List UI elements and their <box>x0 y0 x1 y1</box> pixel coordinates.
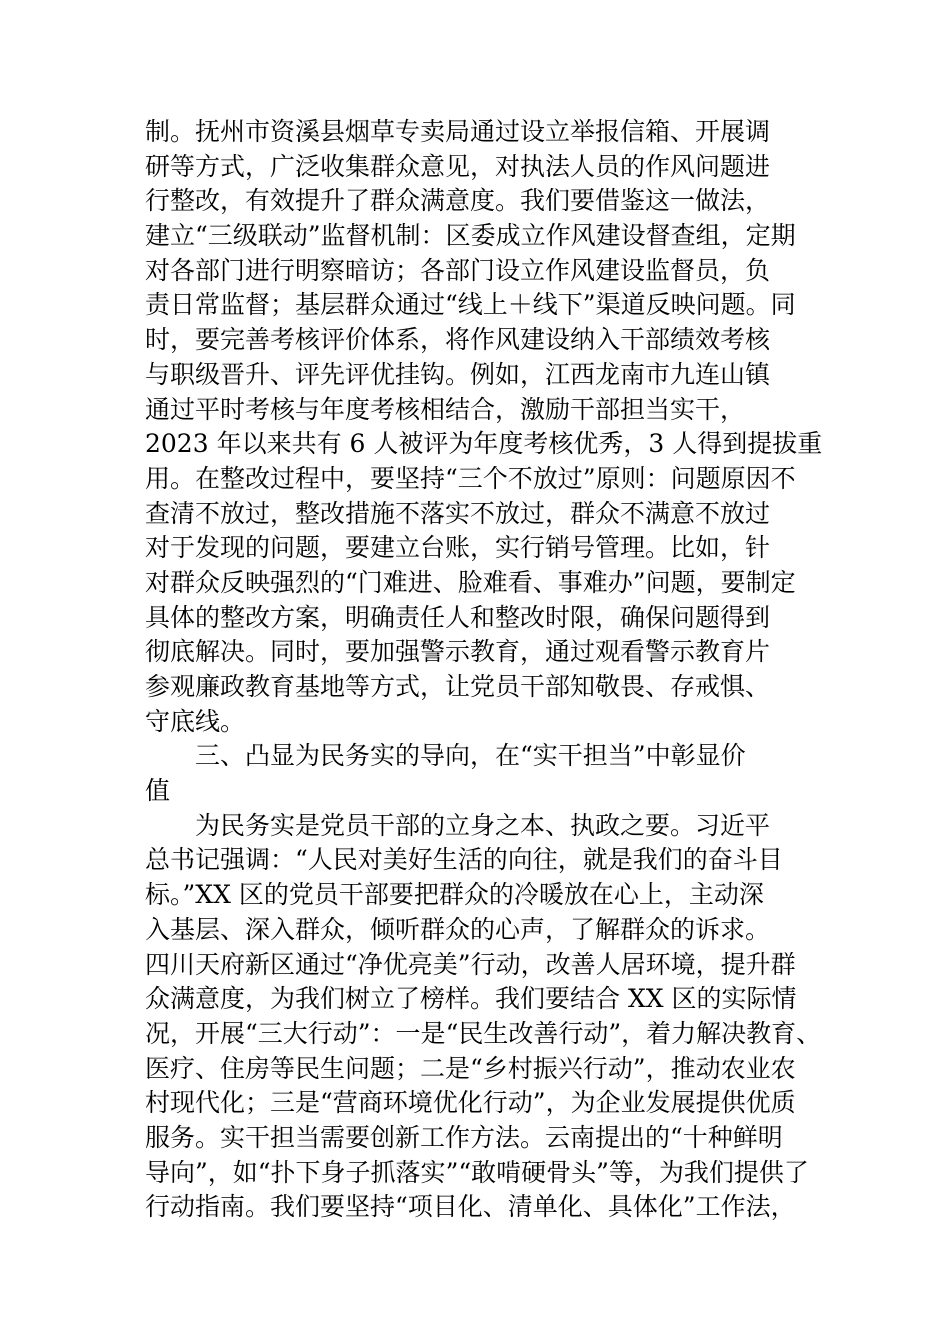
text-line: 查清不放过，整改措施不落实不放过，群众不满意不放过 <box>145 498 771 528</box>
heading-line: 三、凸显为民务实的导向，在“实干担当”中彰显价 <box>195 741 746 771</box>
text-line: 总书记强调：“人民对美好生活的向往，就是我们的奋斗目 <box>145 845 783 875</box>
text-line: 对于发现的问题，要建立台账，实行销号管理。比如，针 <box>145 533 771 563</box>
text-line: 况，开展“三大行动”：一是“民生改善行动”，着力解决教育、 <box>145 1018 822 1048</box>
section-heading <box>145 739 825 808</box>
text-line: 参观廉政教育基地等方式，让党员干部知敬畏、存戒惧、 <box>145 672 771 701</box>
text-line: 与职级晋升、评先评优挂钩。例如，江西龙南市九连山镇 <box>145 359 771 389</box>
body-text <box>145 115 825 1225</box>
text-line: 众满意度，为我们树立了榜样。我们要结合 XX 区的实际情 <box>145 984 797 1014</box>
text-line: 对各部门进行明察暗访；各部门设立作风建设监督员，负 <box>145 255 771 285</box>
text-line: 具体的整改方案，明确责任人和整改时限，确保问题得到 <box>145 602 771 632</box>
paragraph-continuation <box>145 115 825 739</box>
text-line: 用。在整改过程中，要坚持“三个不放过”原则：问题原因不 <box>145 463 796 493</box>
text-line: 守底线。 <box>145 706 246 736</box>
text-line: 建立“三级联动”监督机制：区委成立作风建设督查组，定期 <box>145 221 796 251</box>
text-line: 时，要完善考核评价体系，将作风建设纳入干部绩效考核 <box>145 325 771 355</box>
text-line: 导向”，如“扑下身子抓落实”“敢啃硬骨头”等，为我们提供了 <box>145 1157 809 1187</box>
text-line: 研等方式，广泛收集群众意见，对执法人员的作风问题进 <box>145 151 771 181</box>
text-line: 制。抚州市资溪县烟草专卖局通过设立举报信箱、开展调 <box>145 117 771 146</box>
text-line: 四川天府新区通过“净优亮美”行动，改善人居环境，提升群 <box>145 949 796 979</box>
text-line: 责日常监督；基层群众通过“线上＋线下”渠道反映问题。同 <box>145 290 796 320</box>
text-line: 行动指南。我们要坚持“项目化、清单化、具体化”工作法， <box>145 1192 796 1222</box>
text-line: 医疗、住房等民生问题；二是“乡村振兴行动”，推动农业农 <box>145 1053 796 1083</box>
text-line: 入基层、深入群众，倾听群众的心声，了解群众的诉求。 <box>145 914 771 944</box>
text-line: 为民务实是党员干部的立身之本、执政之要。习近平 <box>195 810 771 840</box>
text-line: 标。”XX 区的党员干部要把群众的冷暖放在心上，主动深 <box>145 880 764 910</box>
text-line: 村现代化；三是“营商环境优化行动”，为企业发展提供优质 <box>145 1088 796 1118</box>
heading-line: 值 <box>145 776 171 806</box>
text-line: 对群众反映强烈的“门难进、脸难看、事难办”问题，要制定 <box>145 567 796 597</box>
text-line: 彻底解决。同时，要加强警示教育，通过观看警示教育片 <box>145 637 771 667</box>
paragraph <box>145 809 825 1225</box>
text-line: 行整改，有效提升了群众满意度。我们要借鉴这一做法， <box>145 186 771 216</box>
text-line: 服务。实干担当需要创新工作方法。云南提出的“十种鲜明 <box>145 1122 783 1152</box>
text-line: 2023 年以来共有 6 人被评为年度考核优秀，3 人得到提拔重 <box>145 429 823 459</box>
text-line: 通过平时考核与年度考核相结合，激励干部担当实干， <box>145 394 746 424</box>
